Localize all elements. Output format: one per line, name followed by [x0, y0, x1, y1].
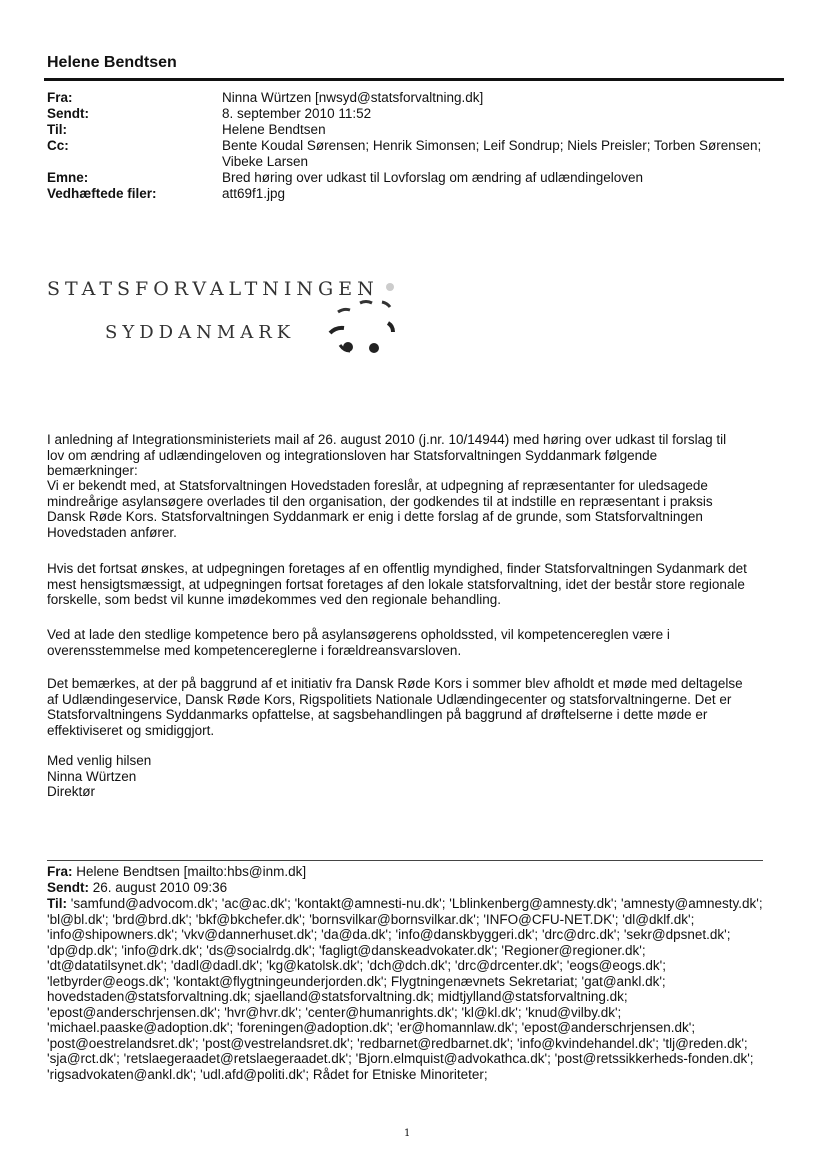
forward-recipients: [47, 896, 767, 1082]
subject-value: Bred høring over udkast til Lovforslag om ændring af udlændingeloven: [222, 170, 643, 185]
forward-from-label: Fra:: [47, 864, 73, 879]
sender-name: Helene Bendtsen: [47, 54, 177, 71]
logo-swirl-icon: [310, 275, 420, 365]
sent-value: 8. september 2010 11:52: [222, 106, 372, 121]
sent-label: Sendt:: [47, 106, 89, 121]
signature-greeting: Med venlig hilsen: [47, 753, 152, 768]
forward-sent-value: 26. august 2010 09:36: [92, 880, 228, 895]
attachments-label: Vedhæftede filer:: [47, 186, 157, 201]
signature-name: Ninna Würtzen: [47, 768, 137, 784]
body-paragraph-1: I anledning af Integrationsministeriets mail af 26. august 2010 (j.nr. 10/14944) med høring over udkast til forslag til lov om ændring af udlændingeloven og integrationsloven har Statsforvaltningen Syddanmark følgende bemærkninger:: [47, 432, 727, 478]
body-paragraph-3: Hvis det fortsat ønskes, at udpegningen foretages af en offentlig myndighed, finder Statsforvaltningen Sydanmark det mest hensigtsmæssigt, at udpegningen fortsat foretages af den lokale statsforvaltning, idet der består store regionale forskelle, som bedst vil kunne imødekommes ved den regionale behandling.: [47, 561, 747, 607]
page-number: 1: [404, 1128, 411, 1139]
cc-label: Cc:: [47, 138, 69, 153]
attachments-value[interactable]: att69f1.jpg: [222, 186, 286, 201]
body-paragraph-4: Ved at lade den stedlige kompetence bero på asylansøgerens opholdssted, vil kompetencereglen være i overensstemmelse med kompetencereglerne i forældreansvarsloven.: [47, 627, 670, 658]
from-value: Ninna Würtzen [nwsyd@statsforvaltning.dk]: [222, 90, 484, 105]
forward-sent: [47, 880, 767, 896]
logo-line2: SYDDANMARK: [105, 322, 296, 343]
signature-title: Direktør: [47, 784, 95, 799]
from-label: Fra:: [47, 90, 73, 105]
signature: [47, 753, 151, 800]
forward-to-value: 'samfund@advocom.dk'; 'ac@ac.dk'; 'kontakt@amnesti-nu.dk'; 'Lblinkenberg@amnesty.dk'; 'amnesty@amnesty.dk'; 'bl@bl.dk'; 'brd@brd.dk'; 'bkf@bkchefer.dk'; 'bornsvilkar@bornsvilkar.dk'; 'INFO@CFU-NET.DK'; 'dl@dklf.dk'; 'info@shipowners.dk'; 'vkv@dannerhuset.dk'; 'da@da.dk'; 'info@danskbyggeri.dk'; 'drc@drc.dk'; 'sekr@dpsnet.dk'; 'dp@dp.dk'; 'info@drk.dk'; 'ds@socialrdg.dk'; 'fagligt@danskeadvokater.dk'; 'Regioner@regioner.dk'; 'dt@datatilsynet.dk'; 'dadl@dadl.dk'; 'kg@katolsk.dk'; 'dch@dch.dk'; 'drc@drcenter.dk'; 'eogs@eogs.dk'; 'letbyrder@eogs.dk'; 'kontakt@flygtningeunderjorden.dk'; Flygtningenævnets Sekretariat; 'gat@ankl.dk'; hovedstaden@statsforvaltning.dk; sjaelland@statsforvaltning.dk; midtjylland@statsforvaltning.dk; 'epost@anderschrjensen.dk'; 'hvr@hvr.dk'; 'center@humanrights.dk'; 'kl@kl.dk'; 'knud@vilby.dk'; 'michael.paaske@adoption.dk'; 'foreningen@adoption.dk'; 'er@homannlaw.dk'; 'epost@anderschrjensen.dk'; 'post@oestrelandsret.dk'; 'post@vestrelandsret.dk'; 'redbarnet@redbarnet.dk'; 'info@kvindehandel.dk'; 'tlj@reden.dk'; 'sja@rct.dk'; 'retslaegeraadet@retslaegeraadet.dk'; 'Bjorn.elmquist@advokathca.dk'; 'post@retssikkerheds-fonden.dk'; 'rigsadvokaten@ankl.dk'; 'udl.afd@politi.dk'; Rådet for Etniske Minoriteter;: [47, 896, 763, 1082]
to-value: Helene Bendtsen: [222, 122, 326, 137]
forward-sent-label: Sendt:: [47, 880, 89, 895]
body-paragraph-5: Det bemærkes, at der på baggrund af et initiativ fra Dansk Røde Kors i sommer blev afholdt et møde med deltagelse af Udlændingeservice, Dansk Røde Kors, Rigspolitiets Nationale Udlændingecenter og statsforvaltningerne. Det er Statsforvaltningens Syddanmarks opfattelse, at sagsbehandlingen på baggrund af drøftelserne i dette møde er effektiviseret og smidiggjort.: [47, 676, 743, 738]
to-label: Til:: [47, 122, 67, 137]
subject-label: Emne:: [47, 170, 89, 185]
logo-line1: STATSFORVALTNINGEN: [47, 278, 379, 300]
cc-value: Bente Koudal Sørensen; Henrik Simonsen; Leif Sondrup; Niels Preisler; Torben Sørensen; Vibeke Larsen: [222, 138, 762, 169]
forward-from-value: Helene Bendtsen [mailto:hbs@inm.dk]: [76, 864, 307, 879]
forward-divider: [47, 860, 763, 861]
forward-from: [47, 864, 767, 880]
forward-to-label: Til:: [47, 896, 67, 911]
body-paragraph-2: Vi er bekendt med, at Statsforvaltningen Hovedstaden foreslår, at udpegning af repræsentanter for uledsagede mindreårige asylansøgere overlades til den organisation, der godkendes til at indstille en repræsentant i praksis Dansk Røde Kors. Statsforvaltningen Syddanmark er enig i dette forslag af de grunde, som Statsforvaltningen Hovedstaden anfører.: [47, 478, 713, 540]
header-rule: [44, 78, 784, 81]
